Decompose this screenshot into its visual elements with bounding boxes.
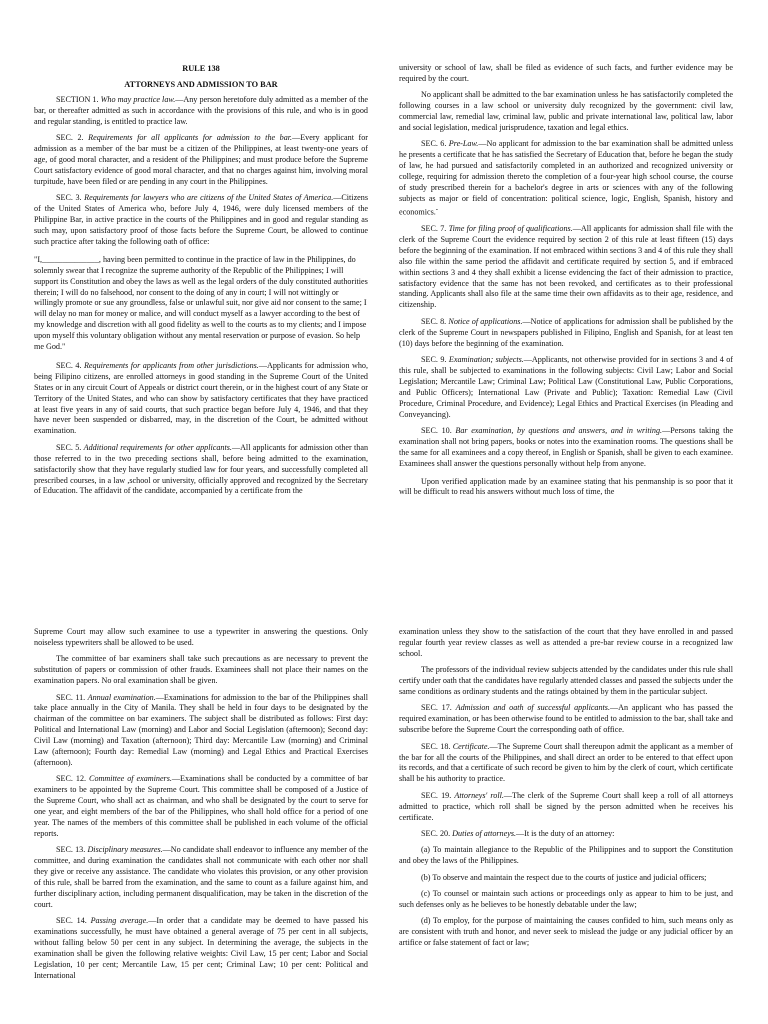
column-bottom-left <box>34 627 368 1024</box>
section-9: SEC. 9. Examination; subjects.—Applicants, not otherwise provided for in sections 3 and 4 of this rule, shall be subjected to examinations in the following subjects: Civil Law; Labor and Social Legislation; Mercantile Law; Criminal Law; Political Law (Constitutional Law, Public Corporations, and Public Officers); International Law (Private and Public); Taxation: Remedial Law (Civil Procedure, Criminal Procedure, and Evidence); Legal Ethics and Practical Exercises (in Pleading and Conveyancing). <box>399 354 733 419</box>
section-5-continued: university or school of law, shall be filed as evidence of such facts, and further evidence may be required by the court. <box>399 63 733 83</box>
duty-item-b: (b) To observe and maintain the respect due to the courts of justice and judicial officers; <box>421 872 707 882</box>
section-5: SEC. 5. Additional requirements for other applicants.—All applicants for admission other than those referred to in the two preceding sections shall, before being admitted to the examination, satisfactorily show that they have regularly studied law for four years, and successfully completed all prescribed courses, in a law ,school or university, officially approved and recognized by the Secretary of Education. The affidavit of the candidate, accompanied by a certificate from the <box>34 442 368 496</box>
column-top-right <box>399 63 733 559</box>
section-10-paragraph-3: The committee of bar examiners shall take such precautions as are necessary to prevent the substitution of papers or commission of other frauds. Examinees shall not place their names on the examination papers. No oral examination shall be given. <box>34 654 368 686</box>
section-1: SECTION 1. Who may practice law.—Any person heretofore duly admitted as a member of the bar, or thereafter admitted as such in accordance with the provisions of this rule, and who is in good and regular standing, is entitled to practice law. <box>34 95 368 126</box>
section-13: SEC. 13. Disciplinary measures.—No candidate shall endeavor to influence any member of the committee, and during examination the candidates shall not communicate with each other nor shall they give or receive any assistance. The candidate who violates this provision, or any other provision of this rule, shall be barred from the examination, and the same to count as a failure against him, and further disciplinary action, including permanent disqualification, may be taken in the discretion of the court. <box>34 845 368 909</box>
footnote-mark: - <box>435 205 439 213</box>
rule-title: ATTORNEYS AND ADMISSION TO BAR <box>124 80 278 89</box>
section-20: SEC. 20. Duties of attorneys.—It is the duty of an attorney: <box>421 829 615 838</box>
section-8: SEC. 8. Notice of applications.—Notice of applications for admission shall be published by the clerk of the Supreme Court in newspapers published in Filipino, English and Spanish, for at least ten (10) days before the beginning of the examination. <box>399 316 733 348</box>
section-10-continued: Supreme Court may allow such examinee to use a typewriter in answering the questions. Only noiseless typewriters shall be allowed to be used. <box>34 627 368 647</box>
section-18: SEC. 18. Certificate.—The Supreme Court shall thereupon admit the applicant as a member of the bar for all the courts of the Philippines, and shall direct an order to be entered to that effect upon its records, and that a certificate of such record be given to him by the clerk of court, which certificate shall be his authority to practice. <box>399 741 733 784</box>
section-3: SEC. 3. Requirements for lawyers who are citizens of the United States of America.—Citizens of the United States of America who, before July 4, 1946, were duly licensed members of the Philippine Bar, in active practice in the courts of the Philippines and in good and regular standing as such may, upon satisfactory proof of those facts before the Supreme Court, be allowed to continue such practice after taking the following oath of office: <box>34 193 368 246</box>
section-10: SEC. 10. Bar examination, by questions and answers, and in writing.—Persons taking the examination shall not bring papers, books or notes into the examination rooms. The questions shall be the same for all examinees and a copy thereof, in English or Spanish, shall be given to each examinee. Examinees shall answer the questions personally without help from anyone. <box>399 425 733 468</box>
section-19: SEC. 19. Attorneys' roll.—The clerk of the Supreme Court shall keep a roll of all attorneys admitted to practice, which roll shall be signed by the person admitted when he receives his certificate. <box>399 790 733 822</box>
column-top-left <box>34 63 368 559</box>
section-7: SEC. 7. Time for filing proof of qualifications.—All applicants for admission shall file with the clerk of the Supreme Court the evidence required by section 2 of this rule at least fifteen (15) days before the beginning of the examination. If not embraced within sections 3 and 4 of this rule they shall also file within the same period the affidavit and certificate required by section 5, and if embraced within sections 3 and 4 they shall exhibit a license evidencing the fact of their admission to practice, satisfactory evidence that the same has not been revoked, and certificates as to their professional standing. Applicants shall also file at the same time their own affidavits as to their age, residence, and citizenship. <box>399 224 733 310</box>
duty-item-d: (d) To employ, for the purpose of maintaining the causes confided to him, such means only as are consistent with truth and honor, and never seek to mislead the judge or any judicial officer by an artifice or false statement of fact or law; <box>399 916 733 948</box>
section-14: SEC. 14. Passing average.—In order that a candidate may be deemed to have passed his examinations successfully, he must have obtained a general average of 75 per cent in all subjects, without falling below 50 per cent in any subject. In determining the average, the subjects in the examination shall be given the following relative weights: Civil Law, 15 per cent; Labor and Social Legislation, 10 per cent; Mercantile Law, 15 per cent; Criminal Law; 10 per cent: Political and International <box>34 916 368 980</box>
section-12: SEC. 12. Committee of examiners.—Examinations shall be conducted by a committee of bar examiners to be appointed by the Supreme Court. This committee shall be composed of a Justice of the Supreme Court, who shall act as chairman, and who shall be designated by the court to serve for one year, and eight members of the bar of the Philippines, who shall hold office for a period of one year. The names of the members of this committee shall be published in each volume of the official reports. <box>34 774 368 838</box>
section-5-paragraph-2: No applicant shall be admitted to the bar examination unless he has satisfactorily completed the following courses in a law school or university duly recognized by the government: civil law, commercial law, remedial law, criminal law, public and private international law, political law, labor and social legislation, medical jurisprudence, taxation and legal ethics. <box>399 90 733 133</box>
section-11: SEC. 11. Annual examination.—Examinations for admission to the bar of the Philippines shall take place annually in the City of Manila. They shall be held in four days to be designated by the chairman of the committee on bar examiners. The subject shall be distributed as follows: First day: Political and International Law (morning) and Labor and Social Legislation (afternoon); Second day: Civil Law (morning) and Taxation (afternoon); Third day: Mercantile Law (morning) and Criminal Law (afternoon); Fourth day: Remedial Law (morning) and Legal Ethics and Practical Exercises (afternoon). <box>34 692 368 767</box>
column-bottom-right <box>399 627 733 1024</box>
section-16-paragraph-2: The professors of the individual review subjects attended by the candidates under this rule shall certify under oath that the candidates have regularly attended classes and passed the subjects under the same conditions as ordinary students and the ratings obtained by them in the particular subject. <box>399 665 733 697</box>
oath-of-office: "I,______________, having been permitted to continue in the practice of law in the Philippines, do solemnly swear that I recognize the supreme authority of the Republic of the Philippines; I will support its Constitution and obey the laws as well as the legal orders of the duly constituted authorities therein; I will do no falsehood, nor consent to the doing of any in court; I will not wittingly or willingly promote or sue any groundless, false or unlawful suit, nor give aid nor consent to the same; I will delay no man for money or malice, and will conduct myself as a lawyer according to the best of my knowledge and discretion with all good fidelity as well to the courts as to my clients; and I impose upon myself this voluntary obligation without any mental reservation or purpose of evasion. So help me God." <box>34 254 368 352</box>
section-10-paragraph-2: Upon verified application made by an examinee stating that his penmanship is so poor that it will be difficult to read his answers without much loss of time, the <box>399 476 733 497</box>
section-4: SEC. 4. Requirements for applicants from other jurisdictions.—Applicants for admission who, being Filipino citizens, are enrolled attorneys in good standing in the Supreme Court of the United States or in any circuit Court of Appeals or district court therein, or in the highest court of any State or Territory of the United States, and who can show by satisfactory certificates that they have practiced at least five years in any of said courts, that such practice began before July 4, 1946, and that they have never been suspended or disbarred, may, in the discretion of the Court, be admitted without examination. <box>34 360 368 436</box>
section-16-continued: examination unless they show to the satisfaction of the court that they have enrolled in and passed regular fourth year review classes as well as attended a pre-bar review course in a recognized law school. <box>399 627 733 658</box>
section-2: SEC. 2. Requirements for all applicants for admission to the bar.—Every applicant for admission as a member of the bar must be a citizen of the Philippines, at least twenty-one years of age, of good moral character, and a resident of the Philippines; and must produce before the Supreme Court satisfactory evidence of good moral character, and that no charges against him, involving moral turpitude, have been filed or are pending in any court in the Philippines. <box>34 133 368 186</box>
section-17: SEC. 17. Admission and oath of successful applicants.—An applicant who has passed the required examination, or has been otherwise found to be entitled to admission to the bar, shall take and subscribe before the Supreme Court the corresponding oath of office. <box>399 703 733 735</box>
duty-item-a: (a) To maintain allegiance to the Republic of the Philippines and to support the Constitution and obey the laws of the Philippines. <box>399 845 733 866</box>
section-6: SEC. 6. Pre-Law.—No applicant for admission to the bar examination shall be admitted unless he presents a certificate that he has satisfied the Secretary of Education that, before he began the study of law, he had pursued and satisfactorily completed in an authorized and recognized university or college, requiring for admission thereto the completion of a four-year high school course, the course of study prescribed therein for a bachelor's degree in arts or sciences with any of the following subjects as major or field of concentration: political science, logic, English, Spanish, history and economics.- <box>399 139 733 217</box>
duty-item-c: (c) To counsel or maintain such actions or proceedings only as appear to him to be just, and such defenses only as he believes to be honestly debatable under the law; <box>399 889 733 910</box>
rule-number: RULE 138 <box>182 64 220 73</box>
